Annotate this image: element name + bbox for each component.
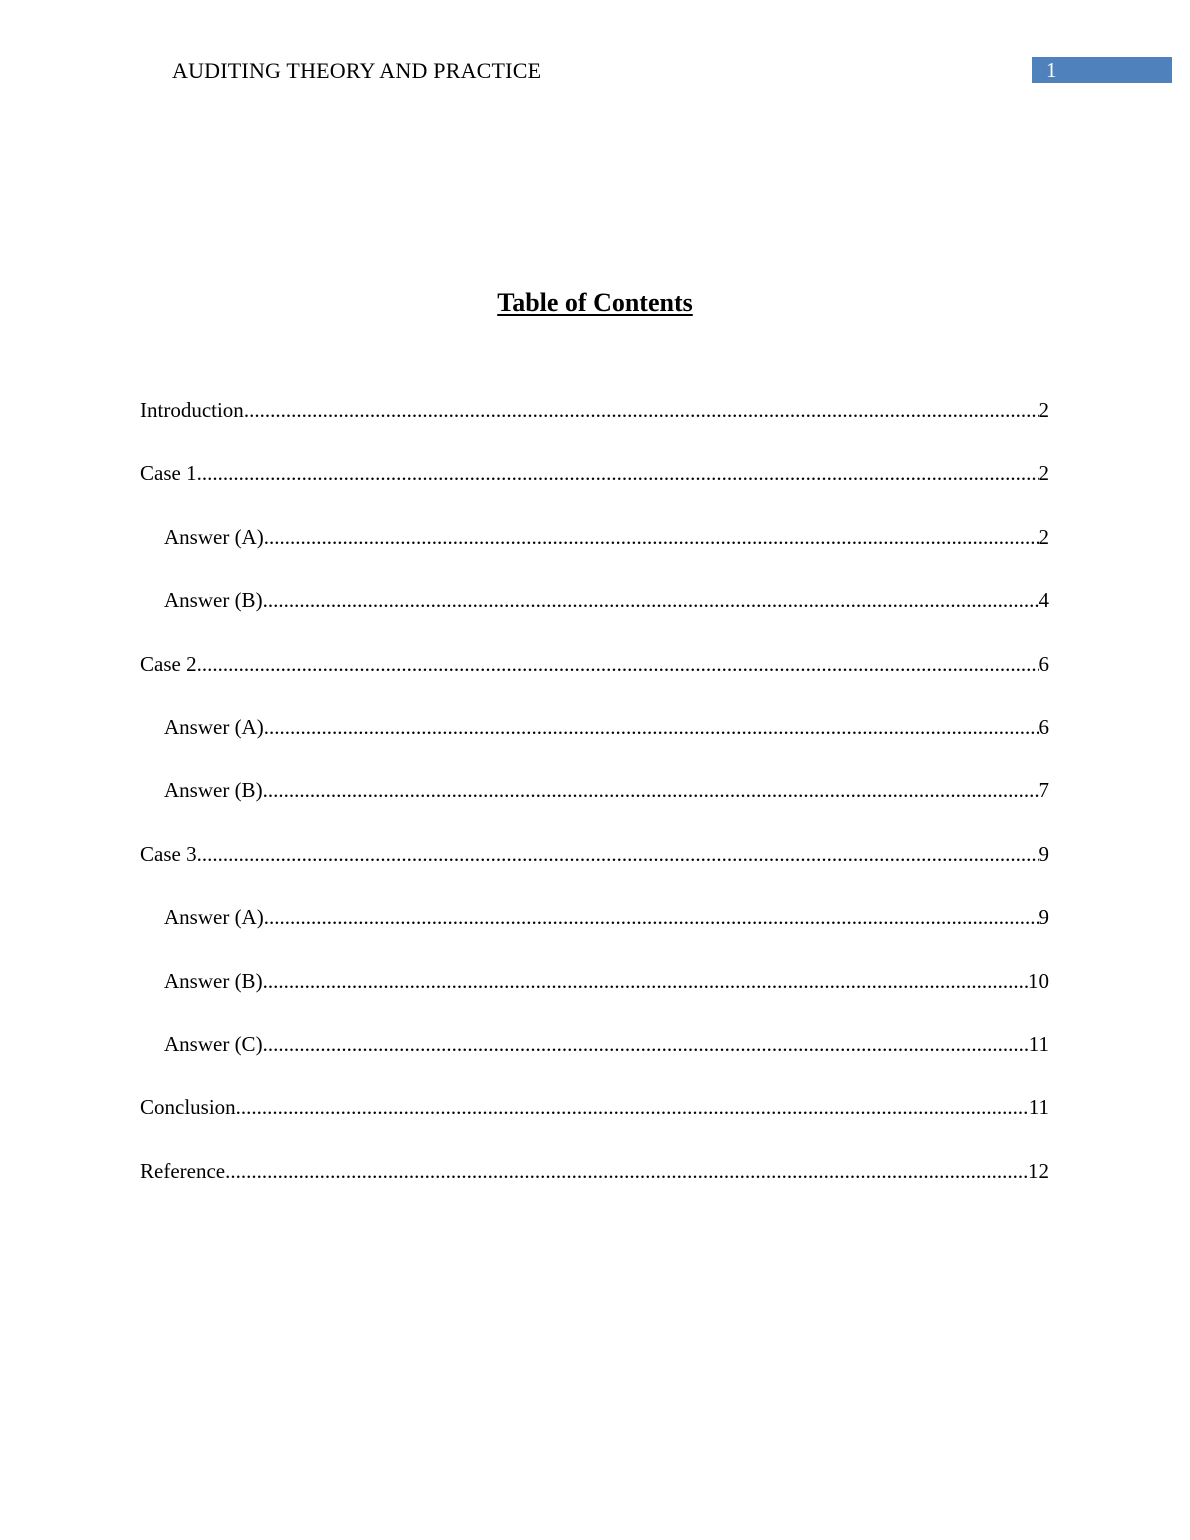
toc-entry-case-3-answer-c[interactable]	[140, 1028, 1049, 1091]
toc-dot-leader	[263, 1028, 1029, 1060]
toc-dot-leader	[264, 521, 1039, 553]
toc-dot-leader	[263, 584, 1039, 616]
toc-heading-text: Table of Contents	[497, 288, 693, 317]
toc-entry-page: 2	[1038, 524, 1049, 549]
toc-entry-page: 9	[1038, 905, 1049, 930]
page-number: 1	[1046, 58, 1057, 82]
toc-dot-leader	[236, 1091, 1029, 1123]
toc-entry-page: 6	[1038, 651, 1049, 676]
toc-dot-leader	[263, 774, 1039, 806]
toc-entry-page: 7	[1038, 778, 1049, 803]
toc-entry-label: Introduction	[140, 398, 244, 422]
toc-entry-page: 9	[1038, 841, 1049, 866]
toc-dot-leader	[264, 901, 1039, 933]
toc-dot-leader	[225, 1155, 1028, 1187]
toc-entry-page: 12	[1028, 1158, 1049, 1183]
toc-dot-leader	[244, 394, 1039, 426]
toc-entry-page: 11	[1028, 1031, 1049, 1056]
toc-dot-leader	[197, 648, 1039, 680]
toc-entry-label: Conclusion	[140, 1095, 236, 1120]
toc-dot-leader	[263, 965, 1028, 997]
toc-entry-label: Answer (A)	[164, 905, 264, 930]
toc-dot-leader	[264, 711, 1039, 743]
toc-entry-introduction[interactable]	[140, 394, 1049, 457]
toc-entry-label: Answer (B)	[164, 588, 263, 613]
toc-entry-page: 6	[1038, 714, 1049, 739]
toc-entry-label: Answer (B)	[164, 778, 263, 803]
toc-entry-label: Case 1	[140, 461, 197, 486]
toc-list	[140, 394, 1049, 1218]
toc-entry-page: 2	[1038, 461, 1049, 486]
toc-entry-page: 2	[1038, 398, 1049, 422]
toc-entry-case-1[interactable]	[140, 457, 1049, 520]
toc-entry-label: Answer (C)	[164, 1031, 263, 1056]
toc-entry-label: Case 2	[140, 651, 197, 676]
running-header-title: AUDITING THEORY AND PRACTICE	[172, 58, 542, 83]
toc-heading	[0, 286, 1190, 320]
toc-entry-label: Case 3	[140, 841, 197, 866]
toc-entry-case-1-answer-b[interactable]	[140, 584, 1049, 647]
toc-entry-case-2-answer-b[interactable]	[140, 774, 1049, 837]
toc-entry-page: 10	[1028, 968, 1049, 993]
toc-entry-conclusion[interactable]	[140, 1091, 1049, 1154]
toc-dot-leader	[197, 838, 1039, 870]
toc-entry-label: Answer (B)	[164, 968, 263, 993]
toc-entry-case-2-answer-a[interactable]	[140, 711, 1049, 774]
toc-entry-case-3-answer-b[interactable]	[140, 965, 1049, 1028]
toc-entry-label: Answer (A)	[164, 714, 264, 739]
toc-entry-label: Reference	[140, 1158, 226, 1183]
toc-dot-leader	[197, 457, 1039, 489]
toc-entry-case-3[interactable]	[140, 838, 1049, 901]
toc-entry-page: 11	[1028, 1095, 1049, 1120]
toc-entry-label: Answer (A)	[164, 524, 264, 549]
toc-entry-case-1-answer-a[interactable]	[140, 521, 1049, 584]
toc-entry-page: 4	[1038, 588, 1049, 613]
page-number-badge	[1032, 57, 1172, 83]
toc-entry-case-2[interactable]	[140, 648, 1049, 711]
toc-entry-case-3-answer-a[interactable]	[140, 901, 1049, 964]
toc-entry-reference[interactable]	[140, 1155, 1049, 1218]
